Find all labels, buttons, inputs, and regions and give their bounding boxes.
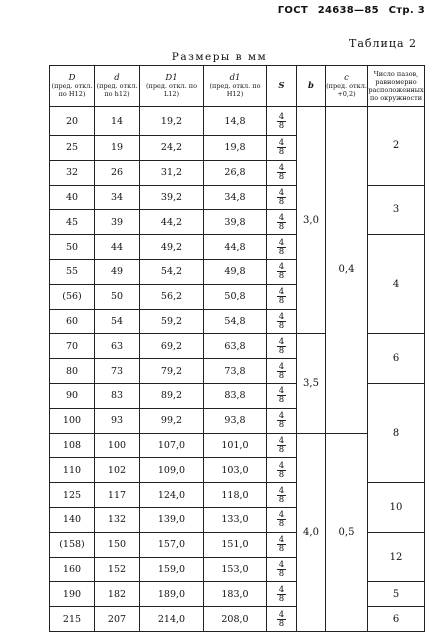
header-slots bbox=[368, 66, 425, 107]
cell-S-value: 8 bbox=[278, 469, 285, 480]
cell-S bbox=[267, 532, 297, 557]
cell-S-value: 4 bbox=[278, 609, 285, 620]
cell-D1: 39,2 bbox=[140, 185, 204, 210]
cell-S bbox=[267, 136, 297, 161]
cell-S-value: 4 bbox=[278, 435, 285, 446]
header-c-note: (пред. откл. +0,2) bbox=[326, 82, 367, 98]
cell-S-value: 8 bbox=[278, 618, 285, 629]
cell-d: 34 bbox=[95, 185, 140, 210]
cell-S-value: 4 bbox=[278, 361, 285, 372]
cell-d1: 44,8 bbox=[204, 235, 267, 260]
cell-b: 3,0 bbox=[297, 107, 326, 334]
cell-S bbox=[267, 383, 297, 408]
cell-S-value: 8 bbox=[278, 519, 285, 530]
cell-c: 0,4 bbox=[326, 107, 368, 434]
cell-S bbox=[267, 507, 297, 532]
header-S bbox=[267, 66, 297, 107]
header-d1 bbox=[204, 66, 267, 107]
cell-slot-count: 5 bbox=[368, 582, 425, 607]
cell-slot-count: 10 bbox=[368, 483, 425, 533]
cell-d1: 73,8 bbox=[204, 359, 267, 384]
cell-S-value: 4 bbox=[278, 138, 285, 149]
cell-S-value: 8 bbox=[278, 544, 285, 555]
table-row bbox=[50, 582, 425, 607]
cell-D: 100 bbox=[50, 408, 95, 433]
cell-D1: 49,2 bbox=[140, 235, 204, 260]
cell-S-value: 4 bbox=[278, 287, 285, 298]
cell-slot-count: 6 bbox=[368, 334, 425, 384]
cell-D1: 214,0 bbox=[140, 607, 204, 632]
cell-d: 117 bbox=[95, 483, 140, 508]
cell-S bbox=[267, 433, 297, 458]
table-row bbox=[50, 235, 425, 260]
cell-S-value: 8 bbox=[278, 370, 285, 381]
cell-d1: 34,8 bbox=[204, 185, 267, 210]
cell-d1: 14,8 bbox=[204, 107, 267, 136]
cell-S bbox=[267, 408, 297, 433]
table-body bbox=[50, 107, 425, 632]
cell-S-value: 4 bbox=[278, 311, 285, 322]
cell-D: (158) bbox=[50, 532, 95, 557]
cell-d: 207 bbox=[95, 607, 140, 632]
cell-S bbox=[267, 235, 297, 260]
cell-d: 49 bbox=[95, 259, 140, 284]
cell-S-value: 4 bbox=[278, 510, 285, 521]
header-b-symbol: b bbox=[308, 81, 314, 91]
cell-d: 150 bbox=[95, 532, 140, 557]
cell-S-value: 4 bbox=[278, 584, 285, 595]
cell-S-value: 8 bbox=[278, 296, 285, 307]
cell-S-value: 4 bbox=[278, 535, 285, 546]
cell-d: 14 bbox=[95, 107, 140, 136]
cell-S bbox=[267, 185, 297, 210]
header-d1-symbol: d1 bbox=[229, 73, 241, 83]
cell-d1: 183,0 bbox=[204, 582, 267, 607]
cell-d: 182 bbox=[95, 582, 140, 607]
cell-S-value: 8 bbox=[278, 494, 285, 505]
header-D1-note: (пред. откл. по L12) bbox=[145, 82, 198, 98]
cell-D1: 99,2 bbox=[140, 408, 204, 433]
table-header-row bbox=[50, 66, 425, 107]
cell-S-value: 8 bbox=[278, 271, 285, 282]
cell-c: 0,5 bbox=[326, 433, 368, 631]
table-row bbox=[50, 607, 425, 632]
cell-D: 160 bbox=[50, 557, 95, 582]
cell-slot-count: 6 bbox=[368, 607, 425, 632]
header-d-symbol: d bbox=[114, 73, 120, 83]
cell-S bbox=[267, 582, 297, 607]
header-b bbox=[297, 66, 326, 107]
standard-number: 24638—85 bbox=[317, 5, 379, 16]
cell-D: 60 bbox=[50, 309, 95, 334]
cell-D1: 56,2 bbox=[140, 284, 204, 309]
cell-D: 108 bbox=[50, 433, 95, 458]
cell-S-value: 8 bbox=[278, 172, 285, 183]
cell-S-value: 8 bbox=[278, 221, 285, 232]
header-D bbox=[50, 66, 95, 107]
cell-slot-count: 8 bbox=[368, 383, 425, 482]
cell-D: 140 bbox=[50, 507, 95, 532]
cell-D1: 139,0 bbox=[140, 507, 204, 532]
header-D1-symbol: D1 bbox=[165, 73, 178, 83]
cell-d: 26 bbox=[95, 160, 140, 185]
cell-S bbox=[267, 483, 297, 508]
cell-D: 190 bbox=[50, 582, 95, 607]
header-c-symbol: c bbox=[344, 73, 349, 83]
cell-S-value: 8 bbox=[278, 395, 285, 406]
cell-S-value: 8 bbox=[278, 246, 285, 257]
cell-d1: 151,0 bbox=[204, 532, 267, 557]
cell-d: 132 bbox=[95, 507, 140, 532]
cell-S bbox=[267, 259, 297, 284]
cell-D: 215 bbox=[50, 607, 95, 632]
cell-D: 125 bbox=[50, 483, 95, 508]
cell-D1: 89,2 bbox=[140, 383, 204, 408]
cell-d1: 118,0 bbox=[204, 483, 267, 508]
header-slots-note: Число пазов, равномерно расположенных по окружности bbox=[368, 70, 424, 102]
cell-d1: 39,8 bbox=[204, 210, 267, 235]
cell-d1: 103,0 bbox=[204, 458, 267, 483]
cell-D: 40 bbox=[50, 185, 95, 210]
cell-D1: 107,0 bbox=[140, 433, 204, 458]
table-title: Таблица 2 bbox=[349, 37, 417, 50]
cell-S-value: 8 bbox=[278, 593, 285, 604]
cell-D1: 31,2 bbox=[140, 160, 204, 185]
cell-D1: 159,0 bbox=[140, 557, 204, 582]
cell-D1: 24,2 bbox=[140, 136, 204, 161]
cell-S-value: 4 bbox=[278, 163, 285, 174]
cell-S-value: 8 bbox=[278, 444, 285, 455]
table-row bbox=[50, 483, 425, 508]
header-D-note: (пред. откл. по Н12) bbox=[51, 82, 93, 98]
cell-S-value: 4 bbox=[278, 187, 285, 198]
cell-d1: 50,8 bbox=[204, 284, 267, 309]
cell-d: 44 bbox=[95, 235, 140, 260]
cell-S-value: 4 bbox=[278, 237, 285, 248]
cell-d1: 93,8 bbox=[204, 408, 267, 433]
cell-D1: 69,2 bbox=[140, 334, 204, 359]
cell-d1: 101,0 bbox=[204, 433, 267, 458]
cell-D: 80 bbox=[50, 359, 95, 384]
cell-D1: 19,2 bbox=[140, 107, 204, 136]
cell-d: 102 bbox=[95, 458, 140, 483]
cell-d: 50 bbox=[95, 284, 140, 309]
cell-d: 152 bbox=[95, 557, 140, 582]
cell-d: 73 bbox=[95, 359, 140, 384]
cell-slot-count: 4 bbox=[368, 235, 425, 334]
cell-S bbox=[267, 607, 297, 632]
table-row bbox=[50, 185, 425, 210]
cell-D: 50 bbox=[50, 235, 95, 260]
cell-S bbox=[267, 107, 297, 136]
header-d-note: (пред. откл. по h12) bbox=[96, 82, 138, 98]
header-D-symbol: D bbox=[68, 73, 76, 83]
table-row bbox=[50, 107, 425, 136]
cell-slot-count: 2 bbox=[368, 107, 425, 186]
cell-S bbox=[267, 557, 297, 582]
cell-S-value: 4 bbox=[278, 559, 285, 570]
cell-D: 90 bbox=[50, 383, 95, 408]
dimensions-table bbox=[49, 65, 425, 632]
cell-D: 20 bbox=[50, 107, 95, 136]
header-S-symbol: S bbox=[278, 81, 285, 91]
cell-D: 25 bbox=[50, 136, 95, 161]
cell-b: 4,0 bbox=[297, 433, 326, 631]
cell-d: 19 bbox=[95, 136, 140, 161]
cell-S bbox=[267, 458, 297, 483]
cell-d1: 49,8 bbox=[204, 259, 267, 284]
cell-S bbox=[267, 359, 297, 384]
cell-d1: 54,8 bbox=[204, 309, 267, 334]
cell-S-value: 8 bbox=[278, 196, 285, 207]
cell-d: 100 bbox=[95, 433, 140, 458]
cell-S-value: 4 bbox=[278, 212, 285, 223]
cell-d1: 63,8 bbox=[204, 334, 267, 359]
cell-D: 45 bbox=[50, 210, 95, 235]
table-row bbox=[50, 383, 425, 408]
cell-S bbox=[267, 210, 297, 235]
header-c bbox=[326, 66, 368, 107]
cell-S-value: 4 bbox=[278, 336, 285, 347]
cell-S-value: 8 bbox=[278, 568, 285, 579]
cell-S-value: 8 bbox=[278, 320, 285, 331]
cell-D1: 124,0 bbox=[140, 483, 204, 508]
page-header bbox=[272, 5, 425, 16]
cell-slot-count: 12 bbox=[368, 532, 425, 582]
cell-d: 63 bbox=[95, 334, 140, 359]
header-d1-note: (пред. откл. по H12) bbox=[209, 82, 261, 98]
header-d bbox=[95, 66, 140, 107]
cell-d1: 208,0 bbox=[204, 607, 267, 632]
cell-d1: 26,8 bbox=[204, 160, 267, 185]
header-D1 bbox=[140, 66, 204, 107]
cell-b: 3,5 bbox=[297, 334, 326, 433]
cell-S-value: 4 bbox=[278, 485, 285, 496]
cell-S-value: 4 bbox=[278, 111, 285, 122]
cell-S bbox=[267, 334, 297, 359]
cell-D1: 189,0 bbox=[140, 582, 204, 607]
cell-d1: 19,8 bbox=[204, 136, 267, 161]
cell-S-value: 4 bbox=[278, 386, 285, 397]
cell-D: (56) bbox=[50, 284, 95, 309]
cell-D1: 59,2 bbox=[140, 309, 204, 334]
cell-S-value: 4 bbox=[278, 411, 285, 422]
cell-S-value: 8 bbox=[278, 420, 285, 431]
cell-D1: 54,2 bbox=[140, 259, 204, 284]
cell-D1: 157,0 bbox=[140, 532, 204, 557]
cell-d1: 83,8 bbox=[204, 383, 267, 408]
table-row bbox=[50, 334, 425, 359]
cell-D: 110 bbox=[50, 458, 95, 483]
cell-D1: 79,2 bbox=[140, 359, 204, 384]
cell-D1: 44,2 bbox=[140, 210, 204, 235]
page-number: Стр. 3 bbox=[388, 5, 425, 16]
cell-slot-count: 3 bbox=[368, 185, 425, 235]
cell-S-value: 4 bbox=[278, 460, 285, 471]
cell-d: 54 bbox=[95, 309, 140, 334]
standard-label: ГОСТ bbox=[277, 5, 308, 16]
cell-S-value: 8 bbox=[278, 120, 285, 131]
table-row bbox=[50, 532, 425, 557]
cell-d: 83 bbox=[95, 383, 140, 408]
cell-S bbox=[267, 284, 297, 309]
cell-S-value: 8 bbox=[278, 147, 285, 158]
cell-d: 93 bbox=[95, 408, 140, 433]
cell-S bbox=[267, 309, 297, 334]
cell-D: 70 bbox=[50, 334, 95, 359]
cell-D: 32 bbox=[50, 160, 95, 185]
cell-S bbox=[267, 160, 297, 185]
cell-d: 39 bbox=[95, 210, 140, 235]
cell-D1: 109,0 bbox=[140, 458, 204, 483]
cell-S-value: 8 bbox=[278, 345, 285, 356]
cell-S-value: 4 bbox=[278, 262, 285, 273]
cell-D: 55 bbox=[50, 259, 95, 284]
table-caption: Размеры в мм bbox=[171, 51, 268, 63]
cell-d1: 153,0 bbox=[204, 557, 267, 582]
cell-d1: 133,0 bbox=[204, 507, 267, 532]
